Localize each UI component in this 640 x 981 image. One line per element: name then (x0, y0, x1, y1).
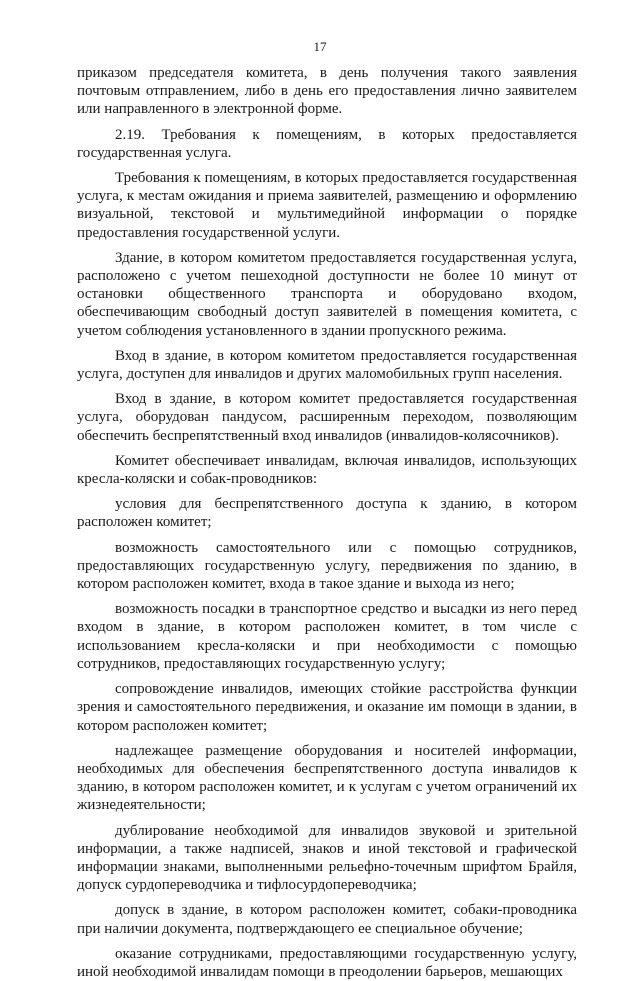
list-item: оказание сотрудниками, предоставляющими государственную услугу, иной необходимой инвалидам помощи в преодолении барьеров, мешающих (77, 945, 577, 980)
paragraph: Здание, в котором комитетом предоставляется государственная услуга, расположено с учетом пешеходной доступности не более 10 минут от остановки общественного транспорта и оборудовано входом, обеспечивающим свободный доступ заявителей в помещения комитета, с учетом соблюдения установленного в здании пропускного режима. (77, 249, 577, 339)
list-item: возможность посадки в транспортное средство и высадки из него перед входом в здание, в котором расположен комитет, в том числе с использованием кресла-коляски и при необходимости с помощью сотрудников, предоставляющих государственную услугу; (77, 601, 577, 672)
document-body (77, 64, 577, 981)
paragraph: Комитет обеспечивает инвалидам, включая инвалидов, использующих кресла-коляски и собак-проводников: (77, 452, 577, 488)
section-heading: 2.19. Требования к помещениям, в которых предоставляется государственная услуга. (77, 126, 577, 161)
list-item: надлежащее размещение оборудования и носителей информации, необходимых для обеспечения беспрепятственного доступа инвалидов к зданию, в котором расположен комитет, и к услугам с учетом ограничений их жизнедеятельности; (77, 742, 577, 814)
paragraph: Вход в здание, в котором комитетом предоставляется государственная услуга, доступен для инвалидов и других маломобильных групп населения. (77, 347, 577, 383)
paragraph: Требования к помещениям, в которых предоставляется государственная услуга, к местам ожидания и приема заявителей, размещению и оформлению визуальной, текстовой и мультимедийной информации о порядке предоставления государственной услуги. (77, 170, 577, 241)
list-item: сопровождение инвалидов, имеющих стойкие расстройства функции зрения и самостоятельного передвижения, и оказание им помощи в здании, в котором расположен комитет; (77, 681, 577, 734)
list-item: допуск в здание, в котором расположен комитет, собаки-проводника при наличии документа, подтверждающего ее специальное обучение; (77, 902, 577, 937)
paragraph: Вход в здание, в котором комитет предоставляется государственная услуга, оборудован пандусом, расширенным переходом, позволяющим обеспечить беспрепятственный вход инвалидов (инвалидов-колясочников). (77, 391, 577, 444)
list-item: условия для беспрепятственного доступа к зданию, в котором расположен комитет; (77, 496, 577, 531)
list-item: возможность самостоятельного или с помощью сотрудников, предоставляющих государственную услугу, передвижения по зданию, в котором расположен комитет, входа в такое здание и выхода из него; (77, 539, 577, 593)
paragraph: приказом председателя комитета, в день получения такого заявления почтовым отправлением, либо в день его предоставления лично заявителем или направленного в электронной форме. (77, 65, 577, 118)
list-item: дублирование необходимой для инвалидов звуковой и зрительной информации, а также надписей, знаков и иной текстовой и графической информации знаками, выполненными рельефно-точечным шрифтом Брайля, допуск сурдопереводчика и тифлосурдопереводчика; (77, 822, 577, 894)
page-number: 17 (313, 39, 327, 54)
